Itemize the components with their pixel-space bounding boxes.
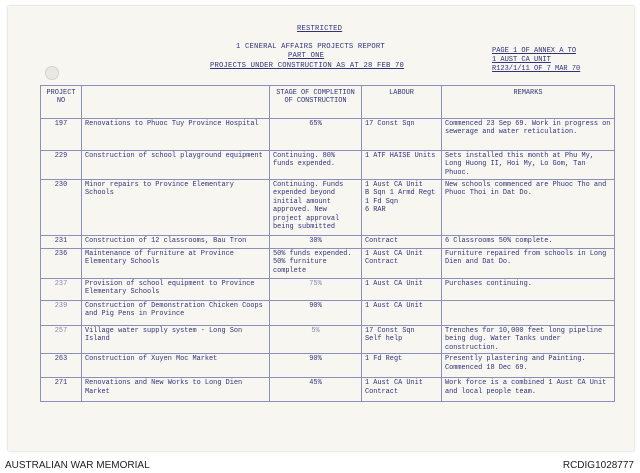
stage: Continuing. Funds expended beyond initial amount approved. New project approval being submitted <box>270 180 362 236</box>
header-stage: STAGE OF COMPLETION OF CONSTRUCTION <box>270 86 362 119</box>
stage: 5% <box>270 326 362 354</box>
project-name: Construction of Demonstration Chicken Coops and Pig Pens in Province <box>82 301 270 326</box>
remarks: New schools commenced are Phuoc Tho and Phuoc Thoi in Dat Do. <box>442 180 615 236</box>
labour: 1 Aust CA Unit Contract <box>362 249 442 279</box>
archive-footer <box>0 456 640 473</box>
labour: 17 Const Sqn <box>362 119 442 151</box>
table-row <box>41 354 615 378</box>
project-no: 197 <box>41 119 82 151</box>
remarks: Work force is a combined 1 Aust CA Unit and local people team. <box>442 378 615 402</box>
remarks: Presently plastering and Painting. Commenced 18 Dec 69. <box>442 354 615 378</box>
stage: 30% <box>270 236 362 249</box>
report-part: PART ONE <box>288 52 325 60</box>
table-header-row <box>41 86 615 119</box>
stage: 90% <box>270 301 362 326</box>
project-no: 236 <box>41 249 82 279</box>
labour: 17 Const Sqn Self help <box>362 326 442 354</box>
table-row <box>41 301 615 326</box>
table-row <box>41 151 615 180</box>
table-row <box>41 378 615 402</box>
report-subtitle: PROJECTS UNDER CONSTRUCTION AS AT 28 FEB 70 <box>210 62 405 70</box>
project-no: 237 <box>41 279 82 301</box>
labour: Contract <box>362 236 442 249</box>
project-name: Maintenance of furniture at Province Elementary Schools <box>82 249 270 279</box>
remarks: Trenches for 10,000 feet long pipeline being dug. Water Tanks under construction. <box>442 326 615 354</box>
project-name: Village water supply system - Long Son Island <box>82 326 270 354</box>
stage: Continuing. 80% funds expended. <box>270 151 362 180</box>
project-no: 229 <box>41 151 82 180</box>
header-project-no: PROJECT NO <box>41 86 82 119</box>
projects-table <box>40 85 615 402</box>
project-no: 230 <box>41 180 82 236</box>
project-name: Renovations and New Works to Long Dien Market <box>82 378 270 402</box>
labour: 1 ATF HAISE Units <box>362 151 442 180</box>
stage: 50% funds expended. 50% furniture complete <box>270 249 362 279</box>
header-labour: LABOUR <box>362 86 442 119</box>
table-row <box>41 180 615 236</box>
labour: 1 Aust CA Unit Contract <box>362 378 442 402</box>
project-name: Construction of 12 classrooms, Bau Tron <box>82 236 270 249</box>
project-no: 263 <box>41 354 82 378</box>
stage: 45% <box>270 378 362 402</box>
labour: 1 Aust CA Unit B Sqn 1 Armd Regt 1 Fd Sqn 6 RAR <box>362 180 442 236</box>
table-row <box>41 326 615 354</box>
punch-hole <box>45 66 59 80</box>
project-name: Provision of school equipment to Province Elementary Schools <box>82 279 270 301</box>
annex-line-3: R123/1/11 OF 7 MAR 70 <box>492 65 581 74</box>
project-no: 257 <box>41 326 82 354</box>
remarks: Sets installed this month at Phu My, Long Huong II, Hoi My, Lo Gom, Tan Phuoc. <box>442 151 615 180</box>
table-row <box>41 279 615 301</box>
report-title: 1 CENERAL AFFAIRS PROJECTS REPORT <box>236 43 385 51</box>
remarks: 6 Classrooms 50% complete. <box>442 236 615 249</box>
project-name: Minor repairs to Province Elementary Schools <box>82 180 270 236</box>
table-row <box>41 236 615 249</box>
labour: 1 Aust CA Unit <box>362 301 442 326</box>
remarks: Commenced 23 Sep 69. Work in progress on sewerage and water reticulation. <box>442 119 615 151</box>
project-name: Construction of school playground equipment <box>82 151 270 180</box>
annex-line-2: 1 AUST CA UNIT <box>492 56 551 65</box>
archive-item-id: RCDIG1028777 <box>562 460 634 471</box>
remarks: Purchases continuing. <box>442 279 615 301</box>
table-row <box>41 249 615 279</box>
stage: 90% <box>270 354 362 378</box>
header-project <box>82 86 270 119</box>
project-name: Renovations to Phuoc Tuy Province Hospital <box>82 119 270 151</box>
project-no: 231 <box>41 236 82 249</box>
project-no: 239 <box>41 301 82 326</box>
annex-reference <box>492 47 580 75</box>
labour: 1 Fd Regt <box>362 354 442 378</box>
stage: 75% <box>270 279 362 301</box>
remarks: Furniture repaired from schools in Long Dien and Dat Do. <box>442 249 615 279</box>
table-row <box>41 119 615 151</box>
archive-name: AUSTRALIAN WAR MEMORIAL <box>5 460 150 471</box>
project-no: 271 <box>41 378 82 402</box>
annex-line-1: PAGE 1 OF ANNEX A TO <box>492 47 577 55</box>
document-page <box>8 6 634 451</box>
stage: 65% <box>270 119 362 151</box>
project-name: Construction of Xuyen Moc Market <box>82 354 270 378</box>
header-remarks: REMARKS <box>442 86 615 119</box>
labour: 1 Aust CA Unit <box>362 279 442 301</box>
classification-marking: RESTRICTED <box>297 25 343 33</box>
remarks <box>442 301 615 326</box>
